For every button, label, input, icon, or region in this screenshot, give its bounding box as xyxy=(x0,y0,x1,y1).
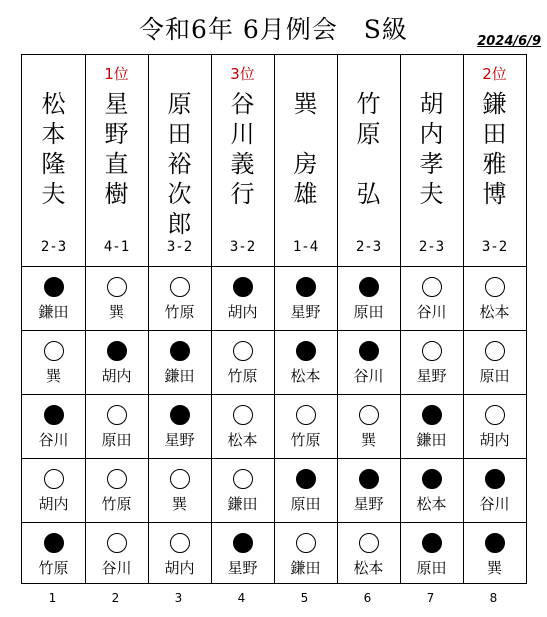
result-cell xyxy=(85,394,148,458)
opponent-name: 松本 xyxy=(353,559,384,577)
opponent-name: 松本 xyxy=(227,431,258,449)
player-header xyxy=(400,55,463,266)
win-circle-icon xyxy=(170,277,190,297)
name-char: 博 xyxy=(482,180,507,208)
result-cell xyxy=(463,522,526,586)
win-loss-score: 4-1 xyxy=(103,239,130,255)
opponent-name: 鎌田 xyxy=(227,495,258,513)
opponent-name: 鎌田 xyxy=(416,431,447,449)
loss-circle-icon xyxy=(485,469,505,489)
name-char: 原 xyxy=(167,90,192,118)
name-char: 田 xyxy=(482,120,507,148)
win-circle-icon xyxy=(359,405,379,425)
loss-circle-icon xyxy=(44,533,64,553)
opponent-name: 星野 xyxy=(164,431,195,449)
win-circle-icon xyxy=(485,341,505,361)
win-circle-icon xyxy=(107,533,127,553)
opponent-name: 胡内 xyxy=(479,431,510,449)
result-cell xyxy=(85,266,148,330)
player-header xyxy=(85,55,148,266)
player-header xyxy=(22,55,85,266)
win-circle-icon xyxy=(485,405,505,425)
opponent-name: 巽 xyxy=(171,495,187,513)
opponent-name: 谷川 xyxy=(38,431,69,449)
name-char: 雅 xyxy=(482,150,507,178)
result-cell xyxy=(85,522,148,586)
name-char: 直 xyxy=(104,150,129,178)
opponent-name: 胡内 xyxy=(227,303,258,321)
name-char: 孝 xyxy=(419,150,444,178)
name-char: 内 xyxy=(419,120,444,148)
loss-circle-icon xyxy=(296,277,316,297)
name-char: 田 xyxy=(167,120,192,148)
win-circle-icon xyxy=(485,277,505,297)
result-cell xyxy=(400,266,463,330)
result-cell xyxy=(400,458,463,522)
player-header xyxy=(274,55,337,266)
win-loss-score: 3-2 xyxy=(166,239,193,255)
column-number: 7 xyxy=(426,591,435,605)
result-cell xyxy=(148,330,211,394)
player-name xyxy=(400,89,463,209)
opponent-name: 鎌田 xyxy=(290,559,321,577)
loss-circle-icon xyxy=(359,277,379,297)
win-loss-score: 3-2 xyxy=(481,239,508,255)
rank-label: 2位 xyxy=(482,65,507,83)
opponent-name: 谷川 xyxy=(101,559,132,577)
name-char: 隆 xyxy=(41,150,66,178)
name-char: 雄 xyxy=(293,180,318,208)
opponent-name: 胡内 xyxy=(101,367,132,385)
opponent-name: 星野 xyxy=(227,559,258,577)
win-circle-icon xyxy=(296,405,316,425)
name-char: 野 xyxy=(104,120,129,148)
loss-circle-icon xyxy=(233,277,253,297)
opponent-name: 星野 xyxy=(416,367,447,385)
column-number: 6 xyxy=(363,591,372,605)
name-char: 義 xyxy=(230,150,255,178)
opponent-name: 原田 xyxy=(416,559,447,577)
name-char: 房 xyxy=(293,150,318,178)
name-char: 樹 xyxy=(104,180,129,208)
name-char: 胡 xyxy=(419,90,444,118)
win-circle-icon xyxy=(233,469,253,489)
opponent-name: 巽 xyxy=(45,367,61,385)
name-char: 本 xyxy=(41,120,66,148)
name-char: 裕 xyxy=(167,150,192,178)
loss-circle-icon xyxy=(44,277,64,297)
rank-label: 3位 xyxy=(230,65,255,83)
win-circle-icon xyxy=(422,341,442,361)
opponent-name: 谷川 xyxy=(416,303,447,321)
name-char: 夫 xyxy=(41,180,66,208)
loss-circle-icon xyxy=(422,405,442,425)
win-circle-icon xyxy=(359,533,379,553)
result-cell xyxy=(148,394,211,458)
column-number: 4 xyxy=(237,591,246,605)
result-cell xyxy=(463,330,526,394)
opponent-name: 巽 xyxy=(486,559,502,577)
name-char: 鎌 xyxy=(482,90,507,118)
win-loss-score: 1-4 xyxy=(292,239,319,255)
win-loss-score: 2-3 xyxy=(355,239,382,255)
name-char: 次 xyxy=(167,180,192,208)
result-cell xyxy=(400,522,463,586)
player-header xyxy=(463,55,526,266)
opponent-name: 星野 xyxy=(353,495,384,513)
opponent-name: 原田 xyxy=(101,431,132,449)
player-name xyxy=(22,89,85,209)
result-cell xyxy=(274,266,337,330)
opponent-name: 胡内 xyxy=(38,495,69,513)
win-circle-icon xyxy=(107,405,127,425)
opponent-name: 竹原 xyxy=(101,495,132,513)
loss-circle-icon xyxy=(170,405,190,425)
result-cell xyxy=(211,330,274,394)
opponent-name: 鎌田 xyxy=(164,367,195,385)
win-loss-score: 2-3 xyxy=(418,239,445,255)
name-char: 郎 xyxy=(167,210,192,238)
result-cell xyxy=(274,458,337,522)
player-name xyxy=(211,89,274,209)
result-cell xyxy=(274,522,337,586)
player-name xyxy=(274,89,337,209)
opponent-name: 松本 xyxy=(290,367,321,385)
name-char: 弘 xyxy=(356,180,381,208)
result-cell xyxy=(148,458,211,522)
player-header xyxy=(337,55,400,266)
result-cell xyxy=(22,458,85,522)
column-number: 3 xyxy=(174,591,183,605)
loss-circle-icon xyxy=(485,533,505,553)
win-circle-icon xyxy=(107,277,127,297)
result-cell xyxy=(463,266,526,330)
result-cell xyxy=(22,330,85,394)
player-name xyxy=(337,89,400,209)
result-cell xyxy=(400,330,463,394)
opponent-name: 竹原 xyxy=(227,367,258,385)
win-circle-icon xyxy=(233,405,253,425)
loss-circle-icon xyxy=(44,405,64,425)
opponent-name: 松本 xyxy=(416,495,447,513)
rank-label: 1位 xyxy=(104,65,129,83)
name-char: 夫 xyxy=(419,180,444,208)
opponent-name: 竹原 xyxy=(38,559,69,577)
result-cell xyxy=(463,394,526,458)
results-table xyxy=(21,54,527,584)
column-number: 2 xyxy=(111,591,120,605)
opponent-name: 原田 xyxy=(290,495,321,513)
result-cell xyxy=(337,458,400,522)
player-name xyxy=(85,89,148,209)
result-cell xyxy=(211,266,274,330)
result-cell xyxy=(211,458,274,522)
win-loss-score: 3-2 xyxy=(229,239,256,255)
column-number: 5 xyxy=(300,591,309,605)
loss-circle-icon xyxy=(296,469,316,489)
name-char: 谷 xyxy=(230,90,255,118)
name-char: 行 xyxy=(230,180,255,208)
opponent-name: 胡内 xyxy=(164,559,195,577)
name-char: 巽 xyxy=(293,90,318,118)
result-cell xyxy=(22,266,85,330)
page-title: 令和6年 6月例会 S級 xyxy=(139,15,408,44)
win-circle-icon xyxy=(44,341,64,361)
event-date: 2024/6/9 xyxy=(477,34,541,49)
opponent-name: 原田 xyxy=(353,303,384,321)
win-circle-icon xyxy=(107,469,127,489)
name-char: 星 xyxy=(104,90,129,118)
loss-circle-icon xyxy=(422,533,442,553)
result-cell xyxy=(463,458,526,522)
win-loss-score: 2-3 xyxy=(40,239,67,255)
result-cell xyxy=(85,458,148,522)
loss-circle-icon xyxy=(422,469,442,489)
name-char xyxy=(337,149,400,179)
win-circle-icon xyxy=(170,533,190,553)
win-circle-icon xyxy=(296,533,316,553)
win-circle-icon xyxy=(233,341,253,361)
opponent-name: 巽 xyxy=(108,303,124,321)
name-char: 松 xyxy=(41,90,66,118)
opponent-name: 谷川 xyxy=(353,367,384,385)
result-cell xyxy=(22,522,85,586)
name-char: 原 xyxy=(356,120,381,148)
result-cell xyxy=(148,266,211,330)
result-cell xyxy=(274,330,337,394)
name-char: 川 xyxy=(230,120,255,148)
player-name xyxy=(463,89,526,209)
result-cell xyxy=(337,522,400,586)
name-char xyxy=(274,119,337,149)
column-number: 8 xyxy=(489,591,498,605)
loss-circle-icon xyxy=(359,469,379,489)
opponent-name: 松本 xyxy=(479,303,510,321)
loss-circle-icon xyxy=(359,341,379,361)
loss-circle-icon xyxy=(296,341,316,361)
player-header xyxy=(148,55,211,266)
result-cell xyxy=(211,394,274,458)
opponent-name: 谷川 xyxy=(479,495,510,513)
loss-circle-icon xyxy=(107,341,127,361)
opponent-name: 巽 xyxy=(360,431,376,449)
result-cell xyxy=(337,394,400,458)
result-cell xyxy=(22,394,85,458)
result-cell xyxy=(148,522,211,586)
player-header xyxy=(211,55,274,266)
loss-circle-icon xyxy=(233,533,253,553)
name-char: 竹 xyxy=(356,90,381,118)
opponent-name: 鎌田 xyxy=(38,303,69,321)
win-circle-icon xyxy=(170,469,190,489)
opponent-name: 竹原 xyxy=(164,303,195,321)
result-cell xyxy=(400,394,463,458)
opponent-name: 原田 xyxy=(479,367,510,385)
win-circle-icon xyxy=(44,469,64,489)
result-cell xyxy=(337,266,400,330)
loss-circle-icon xyxy=(170,341,190,361)
result-cell xyxy=(85,330,148,394)
opponent-name: 竹原 xyxy=(290,431,321,449)
player-name xyxy=(148,89,211,239)
win-circle-icon xyxy=(422,277,442,297)
result-cell xyxy=(274,394,337,458)
opponent-name: 星野 xyxy=(290,303,321,321)
result-cell xyxy=(211,522,274,586)
result-cell xyxy=(337,330,400,394)
column-number: 1 xyxy=(48,591,57,605)
